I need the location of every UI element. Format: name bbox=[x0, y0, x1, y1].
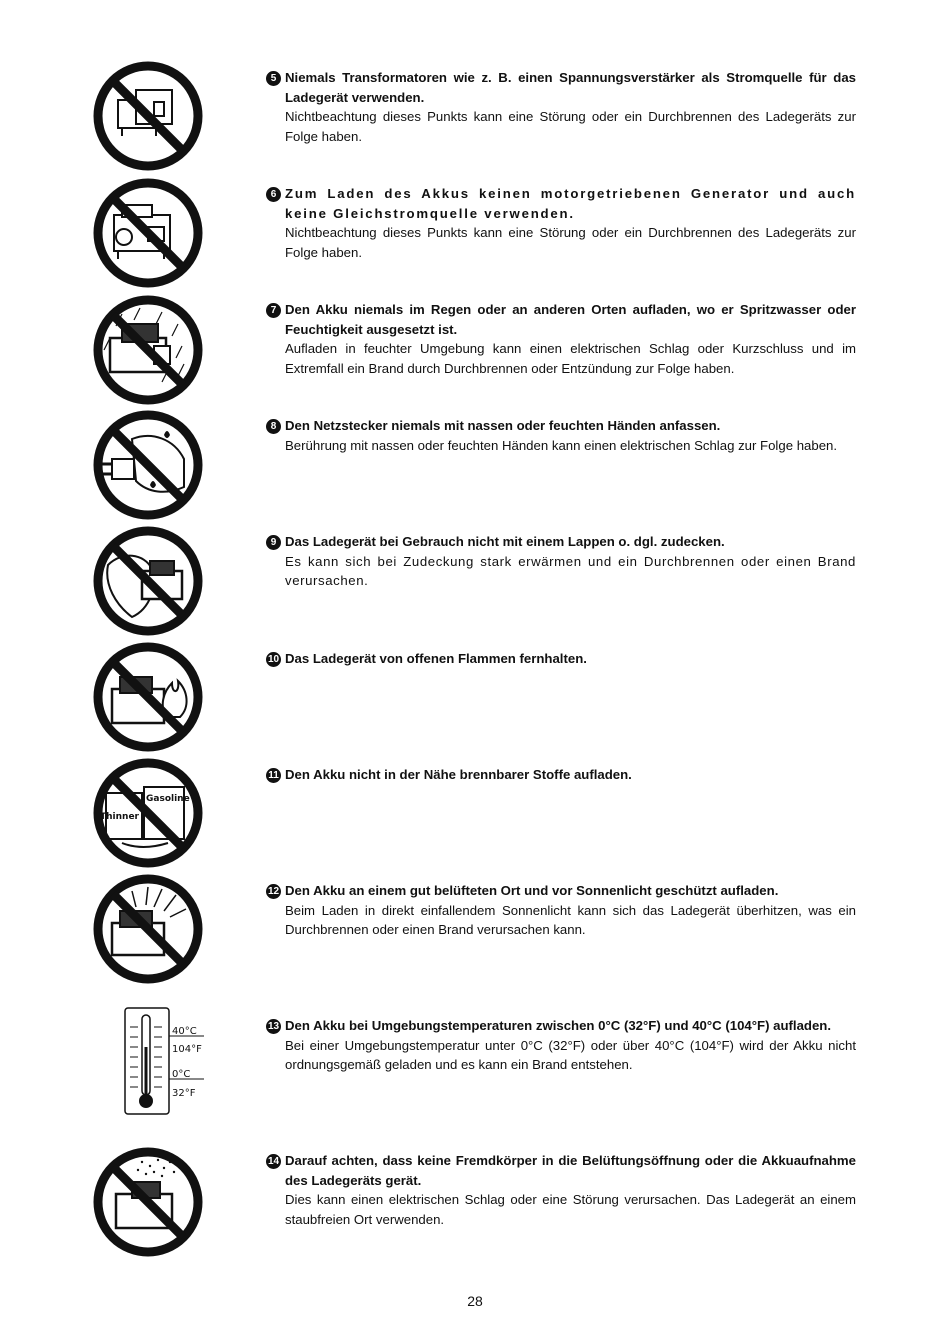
no-wet-hands-icon bbox=[92, 409, 204, 521]
warning-item-12 bbox=[266, 881, 856, 940]
warning-item-10 bbox=[266, 649, 856, 669]
thermometer-icon bbox=[124, 1007, 214, 1117]
no-flammables-icon bbox=[92, 757, 204, 869]
heading-text: Niemals Transformatoren wie z. B. einen Spannungsverstärker als Stromquelle für das Ladegerät verwenden. bbox=[285, 70, 856, 105]
page-number: 28 bbox=[467, 1293, 483, 1309]
heading-text: Den Akku an einem gut belüfteten Ort und vor Sonnenlicht geschützt aufladen. bbox=[285, 883, 779, 898]
item-number: 6 bbox=[266, 187, 281, 202]
warning-item-6 bbox=[266, 184, 856, 262]
warning-heading bbox=[266, 300, 856, 339]
gasoline-label: Gasoline bbox=[146, 794, 190, 804]
item-number: 7 bbox=[266, 303, 281, 318]
warning-heading bbox=[266, 184, 856, 223]
warning-heading bbox=[266, 416, 856, 436]
warning-body: Dies kann einen elektrischen Schlag oder eine Störung verursachen. Das Ladegerät an einem staubfreien Ort verwenden. bbox=[285, 1192, 856, 1227]
heading-text: Den Akku nicht in der Nähe brennbarer Stoffe aufladen. bbox=[285, 767, 632, 782]
warning-body: Beim Laden in direkt einfallendem Sonnenlicht kann sich das Ladegerät überhitzen, was ein Durchbrennen oder einen Brand verursachen kann. bbox=[285, 902, 856, 937]
no-cover-icon bbox=[92, 525, 204, 637]
heading-text: Den Akku niemals im Regen oder an anderen Orten aufladen, wo er Spritzwasser oder Feuchtigkeit ausgesetzt ist. bbox=[285, 302, 856, 337]
warning-heading bbox=[266, 68, 856, 107]
warning-item-9 bbox=[266, 532, 856, 591]
no-flames-icon bbox=[92, 641, 204, 753]
item-number: 9 bbox=[266, 535, 281, 550]
warning-item-11 bbox=[266, 765, 856, 785]
thermo-lower-f: 32°F bbox=[172, 1088, 196, 1099]
item-number: 5 bbox=[266, 71, 281, 86]
warning-heading bbox=[266, 1151, 856, 1190]
warning-body: Aufladen in feuchter Umgebung kann einen elektrischen Schlag oder Kurzschluss und im Extremfall ein Brand durch Durchbrennen oder Entzündung zur Folge haben. bbox=[285, 341, 856, 376]
heading-text: Den Akku bei Umgebungstemperaturen zwischen 0°C (32°F) und 40°C (104°F) aufladen. bbox=[285, 1018, 832, 1033]
item-number: 10 bbox=[267, 653, 280, 665]
no-rain-icon bbox=[92, 294, 204, 406]
warning-body: Bei einer Umgebungstemperatur unter 0°C (32°F) oder über 40°C (104°F) wird der Akku nicht ordnungsgemäß geladen und es kann ein Brand entstehen. bbox=[285, 1037, 856, 1072]
no-generator-icon bbox=[92, 177, 204, 289]
warning-item-8 bbox=[266, 416, 856, 455]
item-number: 13 bbox=[267, 1020, 280, 1032]
thinner-label: Thinner bbox=[100, 812, 139, 822]
warning-item-14 bbox=[266, 1151, 856, 1229]
warning-item-13 bbox=[266, 1016, 856, 1075]
warning-body: Nichtbeachtung dieses Punkts kann eine Störung oder ein Durchbrennen des Ladegeräts zur Folge haben. bbox=[285, 109, 856, 144]
thermo-upper-f: 104°F bbox=[172, 1044, 202, 1055]
heading-text: Zum Laden des Akkus keinen motorgetriebenen Generator und auch keine Gleichstromquelle verwenden. bbox=[285, 186, 856, 221]
item-number: 11 bbox=[266, 768, 281, 783]
warning-body: Nichtbeachtung dieses Punkts kann eine Störung oder ein Durchbrennen des Ladegeräts zur Folge haben. bbox=[285, 225, 856, 260]
warning-item-5 bbox=[266, 68, 856, 146]
no-dust-icon bbox=[92, 1146, 204, 1258]
item-number: 12 bbox=[267, 885, 280, 897]
warning-item-7 bbox=[266, 300, 856, 378]
item-number: 8 bbox=[266, 419, 281, 434]
warning-heading bbox=[266, 532, 856, 552]
warning-heading bbox=[266, 649, 856, 669]
heading-text: Darauf achten, dass keine Fremdkörper in die Belüftungsöffnung oder die Akkuaufnahme des Ladegeräts gerät. bbox=[285, 1153, 856, 1188]
heading-text: Das Ladegerät bei Gebrauch nicht mit einem Lappen o. dgl. zudecken. bbox=[285, 534, 725, 549]
item-number: 14 bbox=[267, 1155, 280, 1167]
warning-heading bbox=[266, 1016, 856, 1036]
thermo-lower-c: 0°C bbox=[172, 1069, 191, 1080]
warning-body: Es kann sich bei Zudeckung stark erwärmen und ein Durchbrennen oder einen Brand verursachen. bbox=[285, 553, 856, 588]
thermo-upper-c: 40°C bbox=[172, 1026, 197, 1037]
heading-text: Das Ladegerät von offenen Flammen fernhalten. bbox=[285, 651, 587, 666]
no-sunlight-icon bbox=[92, 873, 204, 985]
no-transformer-icon bbox=[92, 60, 204, 172]
warning-heading bbox=[266, 765, 856, 785]
heading-text: Den Netzstecker niemals mit nassen oder feuchten Händen anfassen. bbox=[285, 418, 721, 433]
warning-heading bbox=[266, 881, 856, 901]
warning-body: Berührung mit nassen oder feuchten Händen kann einen elektrischen Schlag zur Folge haben. bbox=[285, 437, 838, 453]
